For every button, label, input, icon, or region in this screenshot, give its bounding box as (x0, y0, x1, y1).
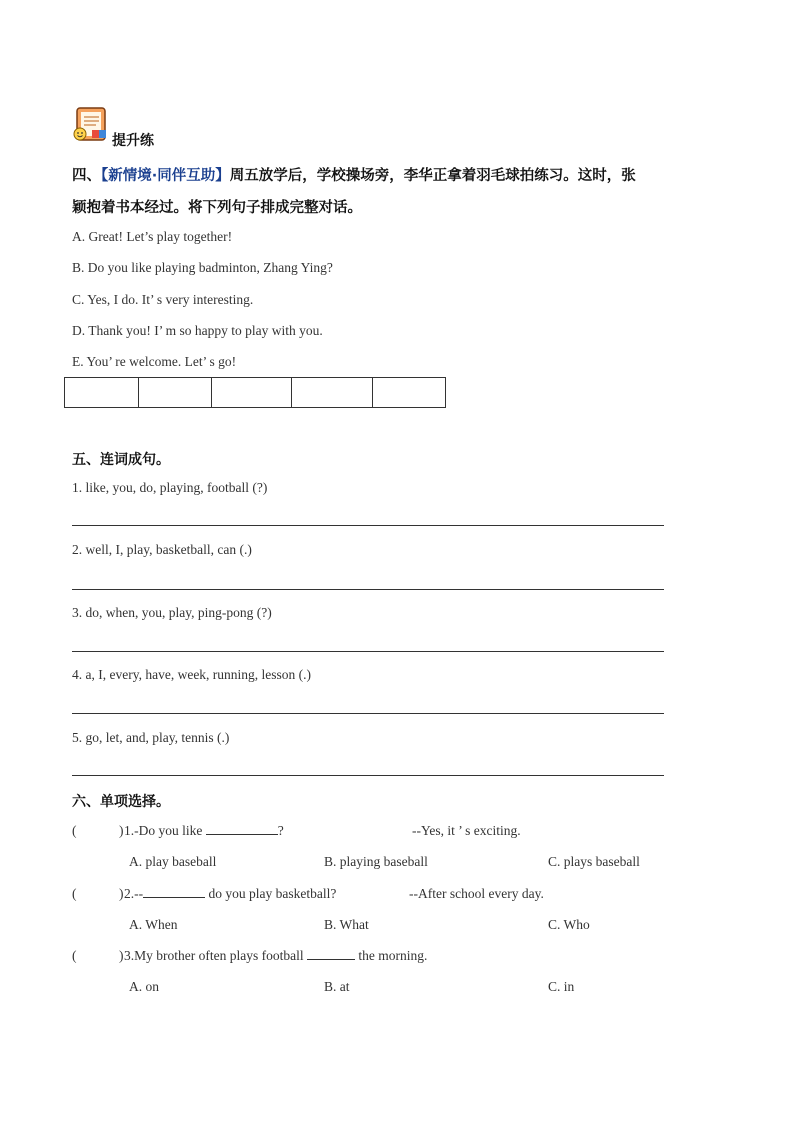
q1-stem-before: 1.-Do you like (124, 823, 203, 838)
q3-option-b[interactable]: B. at (324, 979, 350, 994)
section4-option-b: B. Do you like playing badminton, Zhang Ying? (72, 260, 333, 275)
answer-cell-3[interactable] (212, 378, 292, 408)
section5-item-1: 1. like, you, do, playing, football (?) (72, 480, 268, 495)
section5-item-3: 3. do, when, you, play, ping-pong (?) (72, 605, 272, 620)
section4-option-e: E. You’ re welcome. Let’ s go! (72, 354, 237, 369)
q2-paren-close[interactable]: ) (119, 886, 124, 901)
q2-blank[interactable] (143, 897, 205, 898)
q1-paren-close[interactable]: ) (119, 823, 124, 838)
q1-option-b[interactable]: B. playing baseball (324, 854, 428, 869)
section5-answer-line-5[interactable] (72, 775, 664, 776)
q2-stem-after: do you play basketball? (208, 886, 337, 901)
q2-reply: --After school every day. (409, 886, 544, 901)
q1-option-a[interactable]: A. play baseball (129, 854, 217, 869)
q2-option-c[interactable]: C. Who (548, 917, 590, 932)
answer-order-table (64, 377, 446, 408)
q3-stem-after: the morning. (358, 948, 428, 963)
q3-stem-before: 3.My brother often plays football (124, 948, 304, 963)
answer-cell-2[interactable] (139, 378, 212, 408)
section4-option-c: C. Yes, I do. It’ s very interesting. (72, 292, 254, 307)
section5-answer-line-2[interactable] (72, 589, 664, 590)
section5-answer-line-1[interactable] (72, 525, 664, 526)
q3-paren-close[interactable]: ) (119, 948, 124, 963)
section5-answer-line-4[interactable] (72, 713, 664, 714)
q2-option-a[interactable]: A. When (129, 917, 178, 932)
section5-title: 五、连词成句。 (72, 452, 170, 468)
q1-option-c[interactable]: C. plays baseball (548, 854, 640, 869)
q1-reply: --Yes, it ’ s exciting. (412, 823, 521, 838)
q3-option-a[interactable]: A. on (129, 979, 159, 994)
q1-blank[interactable] (206, 834, 278, 835)
answer-cell-5[interactable] (373, 378, 446, 408)
section5-item-2: 2. well, I, play, basketball, can (.) (72, 542, 252, 557)
section4-number: 四、 (72, 168, 101, 184)
section4-option-d: D. Thank you! I’ m so happy to play with you. (72, 323, 323, 338)
section4-prompt-text: 周五放学后，学校操场旁，李华正拿着羽毛球拍练习。这时，张 (229, 168, 636, 184)
section5-answer-line-3[interactable] (72, 651, 664, 652)
section4-option-a: A. Great! Let’s play together! (72, 229, 233, 244)
section5-item-5: 5. go, let, and, play, tennis (.) (72, 730, 230, 745)
q2-option-b[interactable]: B. What (324, 917, 369, 932)
section4-prompt-line2: 颖抱着书本经过。将下列句子排成完整对话。 (72, 200, 362, 216)
answer-cell-4[interactable] (292, 378, 373, 408)
section4-prompt-line1 (72, 164, 636, 185)
q1-paren-open: ( (72, 823, 77, 838)
notebook-icon (72, 106, 110, 144)
q3-option-c[interactable]: C. in (548, 979, 575, 994)
section4-tag: 【新情境·同伴互助】 (101, 168, 230, 184)
answer-cell-1[interactable] (65, 378, 139, 408)
q2-stem-before: 2.-- (124, 886, 144, 901)
q2-paren-open: ( (72, 886, 77, 901)
q3-paren-open: ( (72, 948, 77, 963)
q3-stem (124, 948, 427, 964)
q1-stem-after: ? (277, 823, 284, 838)
section5-item-4: 4. a, I, every, have, week, running, lesson (.) (72, 667, 312, 682)
q2-stem (124, 886, 336, 902)
q3-blank[interactable] (307, 959, 355, 960)
section-up-title: 提升练 (112, 133, 154, 149)
section6-title: 六、单项选择。 (72, 794, 170, 810)
q1-stem (124, 823, 284, 839)
